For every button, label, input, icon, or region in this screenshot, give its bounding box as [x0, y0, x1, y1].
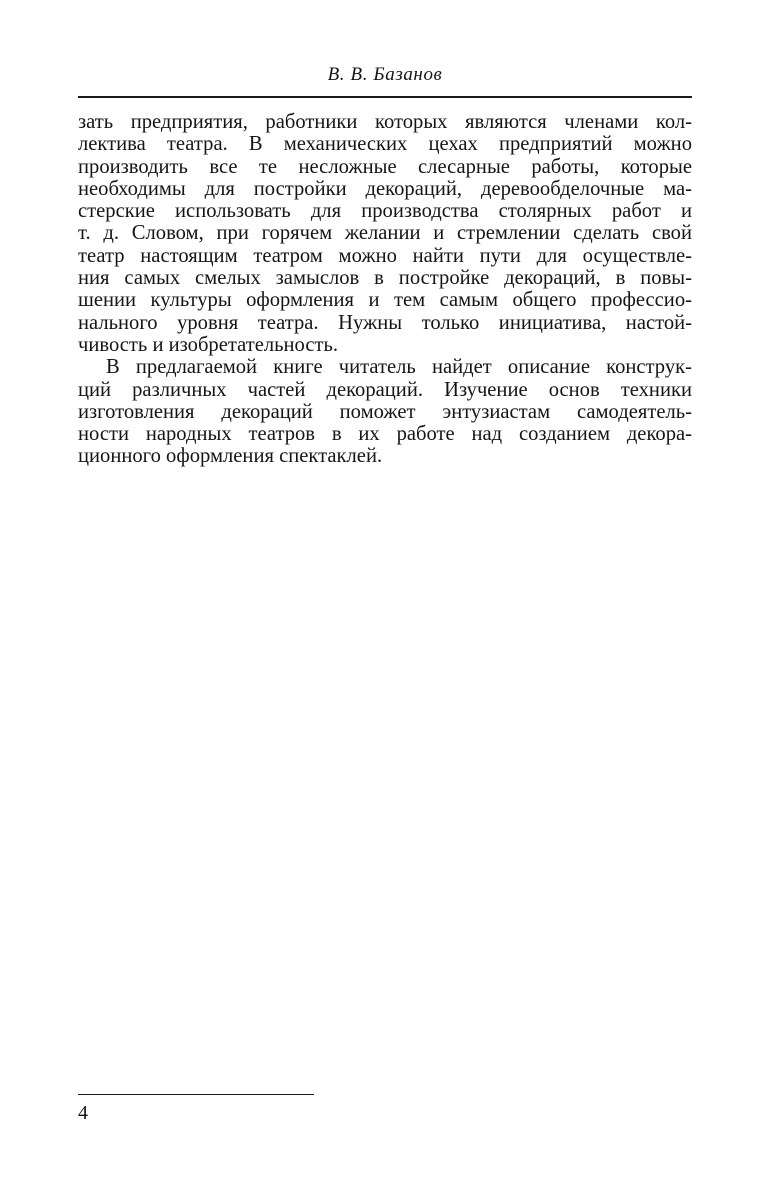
text-line: зать предприятия, работники которых являются членами кол-: [78, 111, 692, 133]
text-line: изготовления декораций поможет энтузиастам самодеятель-: [78, 400, 692, 423]
text-line: театр настоящим театром можно найти пути для осуществле-: [78, 244, 692, 267]
header-rule: [78, 96, 692, 98]
text-line: т. д. Словом, при горячем желании и стремлении сделать свой: [78, 222, 692, 245]
text-line: стерские использовать для производства столярных работ и: [78, 200, 692, 223]
text-line: В предлагаемой книге читатель найдет описание конструк-: [106, 356, 692, 379]
text-line: нального уровня театра. Нужны только инициатива, настой-: [78, 311, 692, 334]
text-line: лектива театра. В механических цехах предприятий можно: [78, 133, 692, 156]
paragraph-2: [78, 356, 692, 467]
paragraph-1: [78, 111, 692, 356]
running-head: В. В. Базанов: [327, 64, 443, 85]
text-line: производить все те несложные слесарные работы, которые: [78, 155, 692, 178]
body-text: [78, 111, 692, 468]
text-line: ности народных театров в их работе над созданием декора-: [78, 423, 692, 446]
text-line: необходимы для постройки декораций, деревообделочные ма-: [78, 177, 692, 200]
text-line: чивость и изобретательность.: [78, 333, 339, 356]
text-line: ния самых смелых замыслов в постройке декораций, в повы-: [78, 267, 692, 290]
text-line: шении культуры оформления и тем самым общего профессио-: [78, 289, 692, 312]
text-line: ций различных частей декораций. Изучение основ техники: [78, 378, 692, 401]
footer-rule: [78, 1094, 314, 1095]
text-line: ционного оформления спектаклей.: [78, 445, 383, 468]
page-number: 4: [78, 1102, 88, 1124]
